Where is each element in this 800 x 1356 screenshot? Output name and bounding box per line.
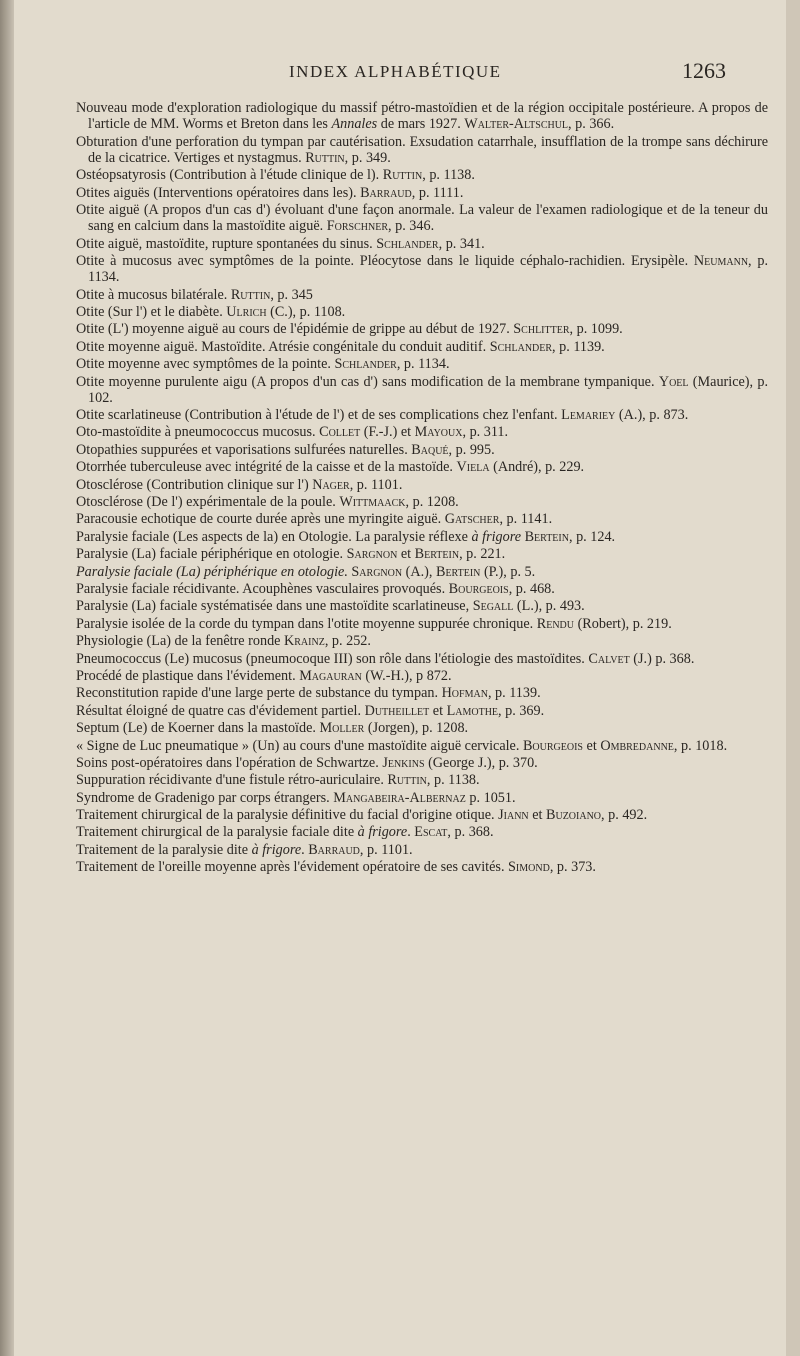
- author-name: Mangabeira-Albernaz: [333, 789, 466, 806]
- index-entry: [76, 100, 768, 132]
- author-name: Ombredanne: [600, 737, 674, 754]
- entry-text: Oto-mastoïdite à pneumococcus mucosus.: [76, 424, 320, 441]
- entry-text: (A.),: [402, 563, 436, 580]
- author-name: Sargnon: [351, 563, 403, 580]
- index-entry: [76, 321, 768, 337]
- index-entry: [76, 703, 768, 719]
- entry-text: Septum (Le) de Koerner dans la mastoïde.: [76, 720, 320, 737]
- entry-text: , p. 221.: [459, 546, 506, 563]
- index-entry: [76, 772, 768, 788]
- index-entry: [76, 546, 768, 562]
- index-entry: [76, 616, 768, 632]
- index-entry: [76, 356, 768, 372]
- entry-text: et: [528, 807, 547, 824]
- author-name: Wittmaack: [339, 494, 406, 511]
- index-entry: [76, 134, 768, 166]
- entry-text: (Robert), p. 219.: [574, 615, 672, 632]
- entry-text: Otites aiguës (Interventions opératoires dans les).: [76, 184, 361, 201]
- index-entry: [76, 424, 768, 440]
- index-entry: [76, 167, 768, 183]
- index-entry: [76, 185, 768, 201]
- author-name: Gatscher: [444, 511, 500, 528]
- author-name: Collet: [319, 424, 361, 441]
- author-name: Magauran: [299, 667, 362, 684]
- entry-text: , p. 1101.: [349, 476, 403, 493]
- entry-text: Paracousie echotique de courte durée après une myringite aiguë.: [76, 511, 445, 528]
- author-name: Rendu: [536, 615, 575, 632]
- index-entry: [76, 236, 768, 252]
- entry-text: Paralysie isolée de la corde du tympan dans l'otite moyenne suppurée chronique.: [76, 615, 537, 632]
- author-name: Simond: [508, 859, 550, 876]
- entry-text: Syndrome de Gradenigo par corps étrangers.: [76, 789, 334, 806]
- entry-text: , p. 492.: [601, 807, 648, 824]
- entry-text: Otite aiguë (A propos d'un cas d') évoluant d'une façon anormale. La valeur de l'examen radiologique et de la teneur du sang en calcium dans la mastoïdite aiguë.: [76, 201, 768, 235]
- entry-text: « Signe de Luc pneumatique » (Un) au cours d'une mastoïdite aiguë cervicale.: [76, 737, 523, 754]
- entry-text: , p. 368.: [447, 824, 494, 841]
- author-name: Hofman: [441, 685, 488, 702]
- entry-text: , p. 349.: [344, 149, 391, 166]
- author-name: Moller: [319, 720, 365, 737]
- entry-text: , p. 124.: [568, 528, 616, 545]
- author-name: Bourgeois: [522, 737, 583, 754]
- entry-text: Otite (Sur l') et le diabète.: [76, 303, 227, 320]
- author-name: Jiann: [498, 807, 529, 824]
- entry-text: et: [397, 546, 415, 563]
- index-entry: [76, 287, 768, 303]
- entry-text: Paralysie (La) faciale périphérique en otologie.: [76, 546, 347, 563]
- entry-text: , p. 1141.: [499, 511, 553, 528]
- author-name: Barraud: [360, 184, 412, 201]
- page-number: 1263: [682, 58, 726, 83]
- entry-text: , p. 345: [270, 286, 313, 303]
- entry-text: Pneumococcus (Le) mucosus (pneumocoque III) son rôle dans l'étiologie des mastoïdites.: [76, 650, 589, 667]
- entry-text: Paralysie faciale récidivante. Acouphènes vasculaires provoqués.: [76, 581, 449, 597]
- index-entry: [76, 824, 768, 840]
- entry-text: Ostéopsatyrosis (Contribution à l'étude clinique de l).: [76, 167, 383, 184]
- entry-text: , p. 1208.: [405, 494, 459, 511]
- entry-text: Traitement de la paralysie dite: [76, 841, 252, 858]
- index-entry: [76, 790, 768, 806]
- entry-text: , p. 311.: [462, 424, 509, 441]
- entry-text: Reconstitution rapide d'une large perte de substance du tympan.: [76, 685, 442, 702]
- author-name: Bertein: [524, 528, 569, 545]
- index-entry: [76, 755, 768, 771]
- entry-text: , p. 1138.: [426, 772, 480, 789]
- entry-text: Traitement chirurgical de la paralysie faciale dite: [76, 824, 358, 841]
- author-name: Bertein: [414, 546, 460, 563]
- author-name: Lemariey: [561, 407, 616, 424]
- author-name: Jenkins: [382, 754, 425, 771]
- entry-text: Soins post-opératoires dans l'opération de Schwartze.: [76, 754, 383, 771]
- entry-text: Otosclérose (De l') expérimentale de la poule.: [76, 494, 340, 511]
- index-entry: [76, 407, 768, 423]
- author-name: Schlander: [334, 356, 397, 373]
- author-name: Dutheillet: [364, 702, 430, 719]
- entry-text: Suppuration récidivante d'une fistule rétro-auriculaire.: [76, 772, 388, 789]
- entry-text: , p. 1134.: [88, 252, 769, 286]
- author-name: Ruttin: [387, 772, 427, 789]
- entry-text: (André), p. 229.: [489, 459, 585, 476]
- entry-text: .: [407, 824, 415, 841]
- entry-text: , p. 341.: [438, 235, 485, 252]
- entry-text: Otorrhée tuberculeuse avec intégrité de la caisse et de la mastoïde.: [76, 459, 457, 476]
- author-name: Ruttin: [382, 167, 423, 184]
- index-entry: [76, 842, 768, 858]
- author-name: Schlander: [489, 338, 553, 355]
- index-entry: [76, 738, 768, 754]
- author-name: Sargnon: [346, 546, 398, 563]
- page-header: [14, 58, 786, 94]
- entry-text: Otite à mucosus avec symptômes de la pointe. Pléocytose dans le liquide céphalo-rachidien. Erysipèle.: [76, 252, 694, 269]
- author-name: Forschner: [326, 218, 388, 235]
- index-entry: [76, 651, 768, 667]
- entry-text: (A.), p. 873.: [615, 407, 689, 424]
- entry-text: (C.), p. 1108.: [266, 303, 346, 320]
- entry-text: (J.) p. 368.: [629, 650, 695, 667]
- author-name: Ruttin: [305, 149, 345, 166]
- index-entry: [76, 442, 768, 458]
- entry-text: , p. 1139.: [487, 685, 541, 702]
- entry-text: .: [301, 841, 309, 858]
- entry-text: Paralysie (La) faciale systématisée dans une mastoïdite scarlatineuse,: [76, 598, 473, 615]
- entry-text: (Jorgen), p. 1208.: [364, 720, 469, 737]
- index-entry: [76, 253, 768, 285]
- author-name: Ruttin: [230, 286, 271, 303]
- entry-text: (L.), p. 493.: [513, 598, 585, 615]
- italic-text: à frigore: [251, 841, 302, 858]
- entry-text: , p. 366.: [568, 116, 615, 133]
- entry-text: Otosclérose (Contribution clinique sur l'): [76, 476, 313, 493]
- index-entry: [76, 859, 768, 875]
- italic-text: à frigore: [357, 824, 408, 841]
- entry-text: Otite moyenne avec symptômes de la pointe.: [76, 356, 335, 373]
- index-entry: [76, 529, 768, 545]
- entry-text: , p. 346.: [388, 218, 435, 235]
- entry-text: Obturation d'une perforation du tympan par cautérisation. Exsudation catarrhale, insufflation de la trompe sans déchirure de la cicatrice. Vertiges et nystagmus.: [76, 133, 768, 166]
- entry-text: (George J.), p. 370.: [424, 754, 538, 771]
- author-name: Yoel: [658, 373, 689, 390]
- entry-text: Nouveau mode d'exploration radiologique du massif pétro-mastoïdien et de la région occipitale postérieure. A propos de l'article de MM. Worms et Breton dans les: [76, 100, 768, 133]
- index-entry: [76, 459, 768, 475]
- index-entry: [76, 668, 768, 684]
- index-entry: [76, 633, 768, 649]
- entry-text: , p. 1134.: [396, 356, 450, 373]
- author-name: Bertein: [435, 563, 481, 580]
- index-entry: [76, 685, 768, 701]
- index-entry: [76, 339, 768, 355]
- index-entry: [76, 494, 768, 510]
- author-name: Mayoux: [414, 424, 463, 441]
- author-name: Escat: [414, 824, 448, 841]
- entry-text: , p. 1099.: [569, 321, 623, 338]
- index-entry: [76, 477, 768, 493]
- entry-text: Otite aiguë, mastoïdite, rupture spontanées du sinus.: [76, 235, 377, 252]
- index-entry: [76, 202, 768, 234]
- entry-text: , p. 995.: [448, 441, 495, 458]
- author-name: Barraud: [308, 841, 360, 858]
- author-name: Krainz: [284, 633, 325, 650]
- author-name: Schlitter: [513, 321, 570, 338]
- entry-text: Procédé de plastique dans l'évidement.: [76, 667, 300, 684]
- author-name: Lamothe: [446, 702, 499, 719]
- entry-text: , p. 1111.: [411, 184, 464, 201]
- author-name: Baqué: [411, 441, 449, 458]
- index-entry: [76, 511, 768, 527]
- entry-text: et: [582, 737, 601, 754]
- entry-text: , p. 468.: [508, 581, 555, 597]
- entry-text: de mars 1927.: [377, 116, 465, 133]
- entry-text: (Maurice), p. 102.: [88, 373, 768, 406]
- author-name: Viela: [456, 459, 490, 476]
- entry-text: et: [429, 702, 447, 719]
- running-title: INDEX ALPHABÉTIQUE: [289, 62, 502, 81]
- index-entry: [76, 598, 768, 614]
- author-name: Calvet: [588, 650, 630, 667]
- author-name: Schlander: [376, 235, 439, 252]
- entry-text: Otite à mucosus bilatérale.: [76, 286, 231, 303]
- entry-text: Otite (L') moyenne aiguë au cours de l'épidémie de grippe au début de 1927.: [76, 321, 514, 338]
- entry-text: Otopathies suppurées et vaporisations sulfurées naturelles.: [76, 441, 412, 458]
- author-name: Nager: [312, 476, 350, 493]
- entry-text: p. 1051.: [465, 789, 516, 806]
- entry-text: , p. 369.: [498, 702, 545, 719]
- entry-text: Otite moyenne aiguë. Mastoïdite. Atrésie congénitale du conduit auditif.: [76, 338, 490, 355]
- author-name: Neumann: [693, 252, 749, 269]
- entry-text: , p. 252.: [324, 633, 371, 650]
- author-name: Buzoiano: [546, 807, 602, 824]
- index-entry: [76, 374, 768, 406]
- italic-text: à frigore: [471, 528, 522, 545]
- entry-text: Otite moyenne purulente aigu (A propos d'un cas d') sans modification de la membrane tympanique.: [76, 373, 659, 390]
- entry-text: , p. 1018.: [673, 737, 728, 754]
- entry-text: (W.-H.), p 872.: [361, 667, 452, 684]
- author-name: Segall: [472, 598, 514, 615]
- book-page: [14, 0, 786, 1356]
- index-entry: [76, 564, 768, 580]
- index-entries: [76, 100, 768, 877]
- index-entry: [76, 807, 768, 823]
- index-entry: [76, 581, 768, 597]
- index-entry: [76, 720, 768, 736]
- entry-text: Résultat éloigné de quatre cas d'évidement partiel.: [76, 702, 365, 719]
- entry-text: , p. 1138.: [422, 167, 475, 184]
- italic-text: Paralysie faciale (La) périphérique en otologie.: [76, 563, 348, 580]
- author-name: Walter-Altschul: [464, 116, 569, 133]
- entry-text: (F.-J.) et: [360, 424, 415, 441]
- index-entry: [76, 304, 768, 320]
- italic-text: Annales: [331, 116, 378, 133]
- book-spine-shadow: [0, 0, 14, 1356]
- entry-text: Traitement de l'oreille moyenne après l'évidement opératoire de ses cavités.: [76, 859, 509, 876]
- entry-text: Paralysie faciale (Les aspects de la) en Otologie. La paralysie réflexe: [76, 528, 472, 545]
- entry-text: Otite scarlatineuse (Contribution à l'étude de l') et de ses complications chez l'enfant.: [76, 407, 562, 424]
- entry-text: , p. 1139.: [552, 338, 605, 355]
- author-name: Bourgeois: [448, 581, 509, 597]
- entry-text: Traitement chirurgical de la paralysie définitive du facial d'origine otique.: [76, 807, 499, 824]
- author-name: Ulrich: [226, 303, 267, 320]
- entry-text: , p. 1101.: [359, 841, 413, 858]
- entry-text: (P.), p. 5.: [480, 563, 536, 580]
- entry-text: Physiologie (La) de la fenêtre ronde: [76, 633, 285, 650]
- entry-text: , p. 373.: [549, 859, 596, 876]
